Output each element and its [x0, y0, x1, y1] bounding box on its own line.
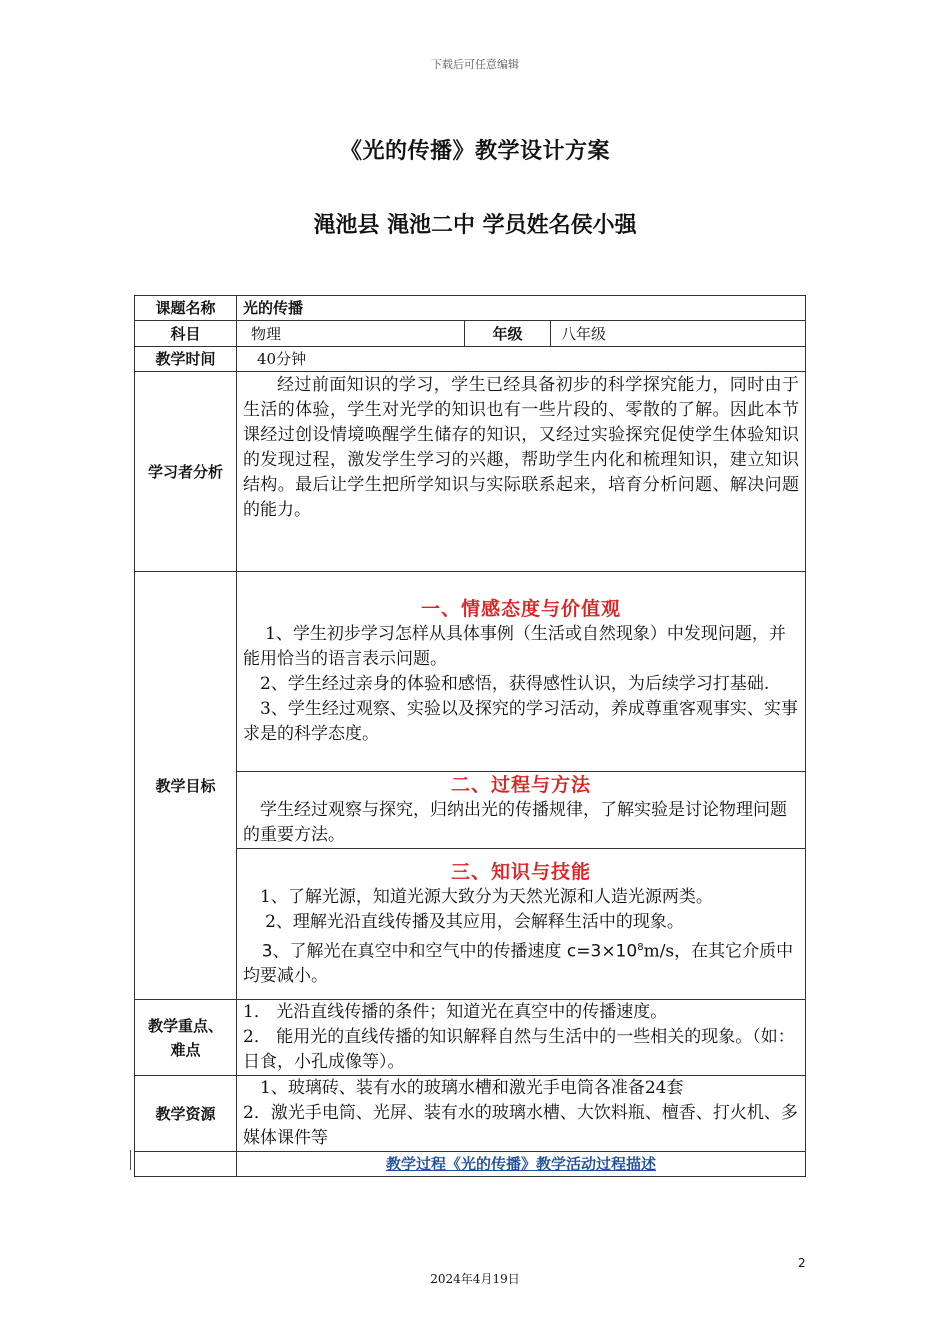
row-resources: [135, 1076, 806, 1152]
resources-cell: [237, 1076, 806, 1152]
goal-2-text: 学生经过观察与探究，归纳出光的传播规律，了解实验是讨论物理问题的重要方法。: [243, 800, 787, 845]
goal-3-item-3-exponent: 8: [637, 941, 644, 953]
resource-item-1: 1、玻璃砖、装有水的玻璃水槽和激光手电筒各准备24套: [260, 1078, 684, 1098]
goal-3-item-3: [243, 935, 799, 990]
goal-3-item-3-suffix: m/s，在其它介质中均要减小。: [243, 941, 794, 987]
goal-3-item-1: 1、了解光源，知道光源大致分为天然光源和人造光源两类。: [260, 886, 713, 907]
grade-value: 八年级: [551, 321, 806, 347]
grade-label: 年级: [465, 321, 551, 347]
goals-label: 教学目标: [135, 572, 237, 1000]
footer-date: 2024年4月19日: [430, 1272, 520, 1286]
margin-stub-line: [130, 1150, 131, 1170]
time-value: 40分钟: [237, 347, 806, 372]
row-goal-1: [135, 572, 806, 772]
lesson-plan-table: [134, 295, 806, 1177]
row-process: [135, 1152, 806, 1177]
document-subtitle: 渑池县 渑池二中 学员姓名侯小强: [313, 213, 637, 238]
goal-section-1-title: 一、情感态度与价值观: [421, 598, 622, 620]
resources-label: 教学资源: [135, 1076, 237, 1152]
header-note: 下载后可任意编辑: [431, 58, 519, 71]
row-subject: [135, 321, 806, 347]
topic-value: 光的传播: [237, 296, 806, 321]
goal-1-item-3: 3、学生经过观察、实验以及探究的学习活动，养成尊重客观事实、实事求是的科学态度。: [243, 699, 798, 744]
goal-1-item-1: 1、学生初步学习怎样从具体事例（生活或自然现象）中发现问题，并能用恰当的语言表示问题。: [243, 624, 786, 669]
learner-cell: [237, 372, 806, 572]
keypoint-item-1: 1． 光沿直线传播的条件；知道光在真空中的传播速度。: [243, 1002, 668, 1022]
keypoint-item-2: 2． 能用光的直线传播的知识解释自然与生活中的一些相关的现象。（如：日食，小孔成像等）。: [243, 1027, 795, 1072]
subject-label: 科目: [135, 321, 237, 347]
process-empty-cell: [135, 1152, 237, 1177]
resource-item-2: 2．激光手电筒、光屏、装有水的玻璃水槽、大饮料瓶、檀香、打火机、多媒体课件等: [243, 1103, 798, 1148]
topic-label: 课题名称: [135, 296, 237, 321]
page-number: 2: [798, 1256, 806, 1270]
keypoints-cell: [237, 1000, 806, 1076]
learner-label: 学习者分析: [135, 372, 237, 572]
goal-3-item-3-prefix: 3、了解光在真空中和空气中的传播速度 c=3×10: [261, 941, 638, 962]
goal-section-2-title: 二、过程与方法: [451, 774, 592, 796]
row-keypoints: [135, 1000, 806, 1076]
keypoints-label: 教学重点、难点: [135, 1000, 237, 1076]
learner-analysis-text: 经过前面知识的学习，学生已经具备初步的科学探究能力，同时由于生活的体验，学生对光学的知识也有一些片段的、零散的了解。因此本节课经过创设情境唤醒学生储存的知识，又经过实验探究促使学生体验知识的发现过程，激发学生学习的兴趣，帮助学生内化和梳理知识，建立知识结构。最后让学生把所学知识与实际联系起来，培育分析问题、解决问题的能力。: [243, 375, 800, 520]
row-topic: [135, 296, 806, 321]
row-time: [135, 347, 806, 372]
row-learner: [135, 372, 806, 572]
document-title: 《光的传播》教学设计方案: [339, 139, 610, 164]
goal-section-3-title: 三、知识与技能: [451, 860, 592, 883]
goal-section-1: [237, 572, 806, 772]
goal-section-2: [237, 772, 806, 849]
goal-3-item-2: 2、理解光沿直线传播及其应用，会解释生活中的现象。: [265, 911, 684, 932]
goal-1-item-2: 2、学生经过亲身的体验和感悟，获得感性认识，为后续学习打基础.: [260, 674, 770, 694]
time-label: 教学时间: [135, 347, 237, 372]
subject-value: 物理: [237, 321, 465, 347]
process-link[interactable]: 教学过程《光的传播》教学活动过程描述: [237, 1152, 806, 1177]
goal-section-3: [237, 849, 806, 1000]
